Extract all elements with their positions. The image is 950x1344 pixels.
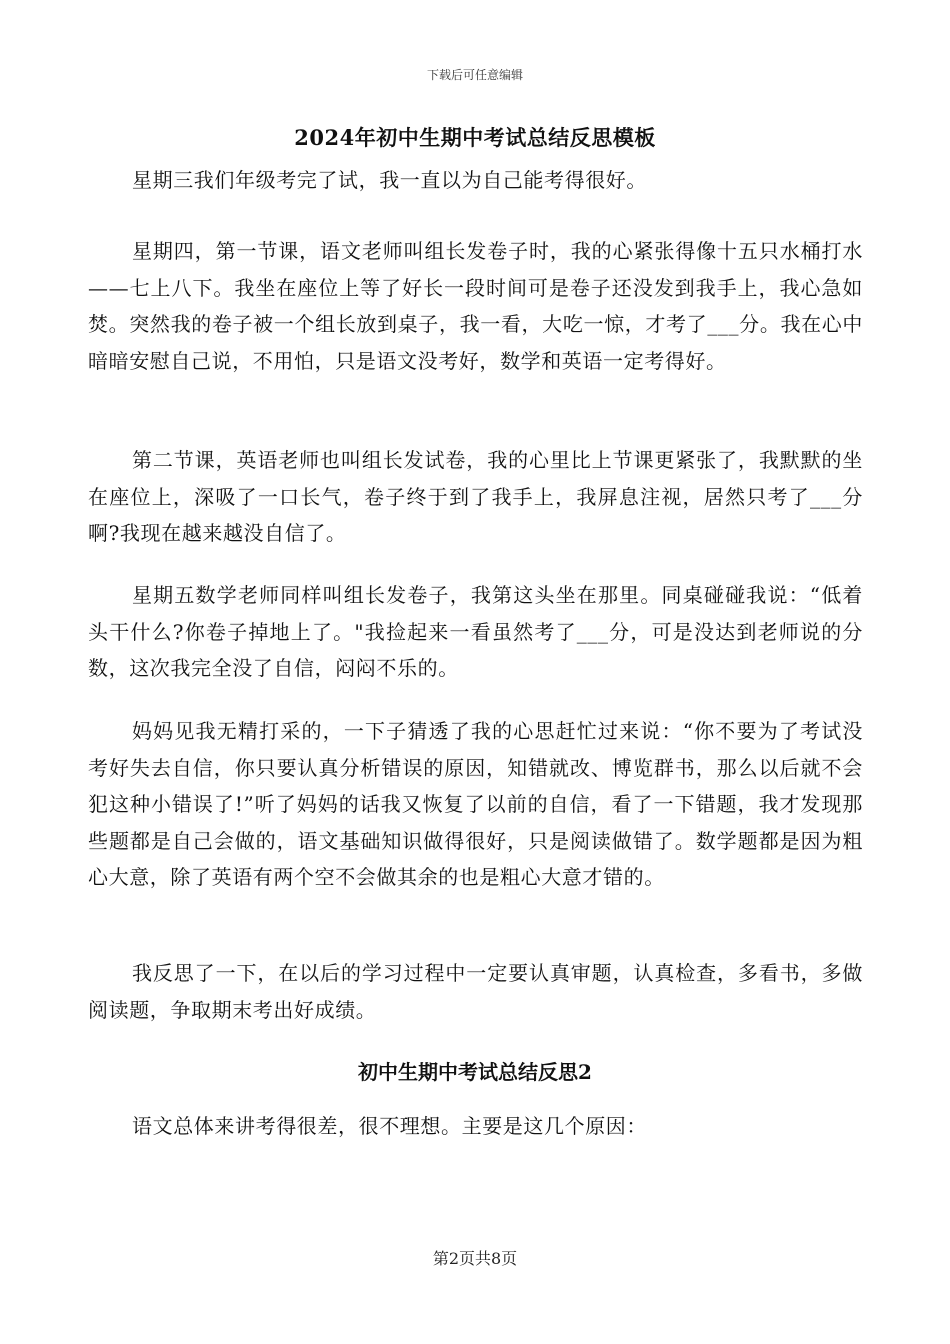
paragraph: 我反思了一下，在以后的学习过程中一定要认真审题，认真检查，多看书，多做阅读题，争取期末考出好成绩。	[88, 961, 863, 1022]
paragraph: 星期三我们年级考完了试，我一直以为自己能考得很好。	[132, 168, 647, 192]
page-footer: 第2页共8页	[432, 1249, 518, 1268]
paragraph: 妈妈见我无精打采的，一下子猜透了我的心思赶忙过来说：“你不要为了考试没考好失去自信，你只要认真分析错误的原因，知错就改、博览群书，那么以后就不会犯这种小错误了!”听了妈妈的话我又恢复了以前的自信，看了一下错题，我才发现那些题都是自己会做的，语文基础知识做得很好，只是阅读做错了。数学题都是因为粗心大意，除了英语有两个空不会做其余的也是粗心大意才错的。	[88, 719, 863, 889]
header-note: 下载后可任意编辑	[426, 68, 523, 82]
section-title: 初中生期中考试总结反思2	[358, 1060, 592, 1084]
paragraph: 第二节课，英语老师也叫组长发试卷，我的心里比上节课更紧张了，我默默的坐在座位上，深吸了一口长气，卷子终于到了我手上，我屏息注视，居然只考了___分啊?我现在越来越没自信了。	[88, 448, 863, 545]
paragraph: 星期四，第一节课，语文老师叫组长发卷子时，我的心紧张得像十五只水桶打水——七上八下。我坐在座位上等了好长一段时间可是卷子还没发到我手上，我心急如焚。突然我的卷子被一个组长放到桌子，我一看，大吃一惊，才考了___分。我在心中暗暗安慰自己说，不用怕，只是语文没考好，数学和英语一定考得好。	[88, 239, 863, 373]
paragraph: 语文总体来讲考得很差，很不理想。主要是这几个原因：	[132, 1114, 647, 1138]
paragraph: 星期五数学老师同样叫组长发卷子，我第这头坐在那里。同桌碰碰我说：“低着头干什么?你卷子掉地上了。"我捡起来一看虽然考了___分，可是没达到老师说的分数，这次我完全没了自信，闷闷不乐的。	[88, 583, 863, 680]
document-title: 2024年初中生期中考试总结反思模板	[294, 125, 656, 150]
